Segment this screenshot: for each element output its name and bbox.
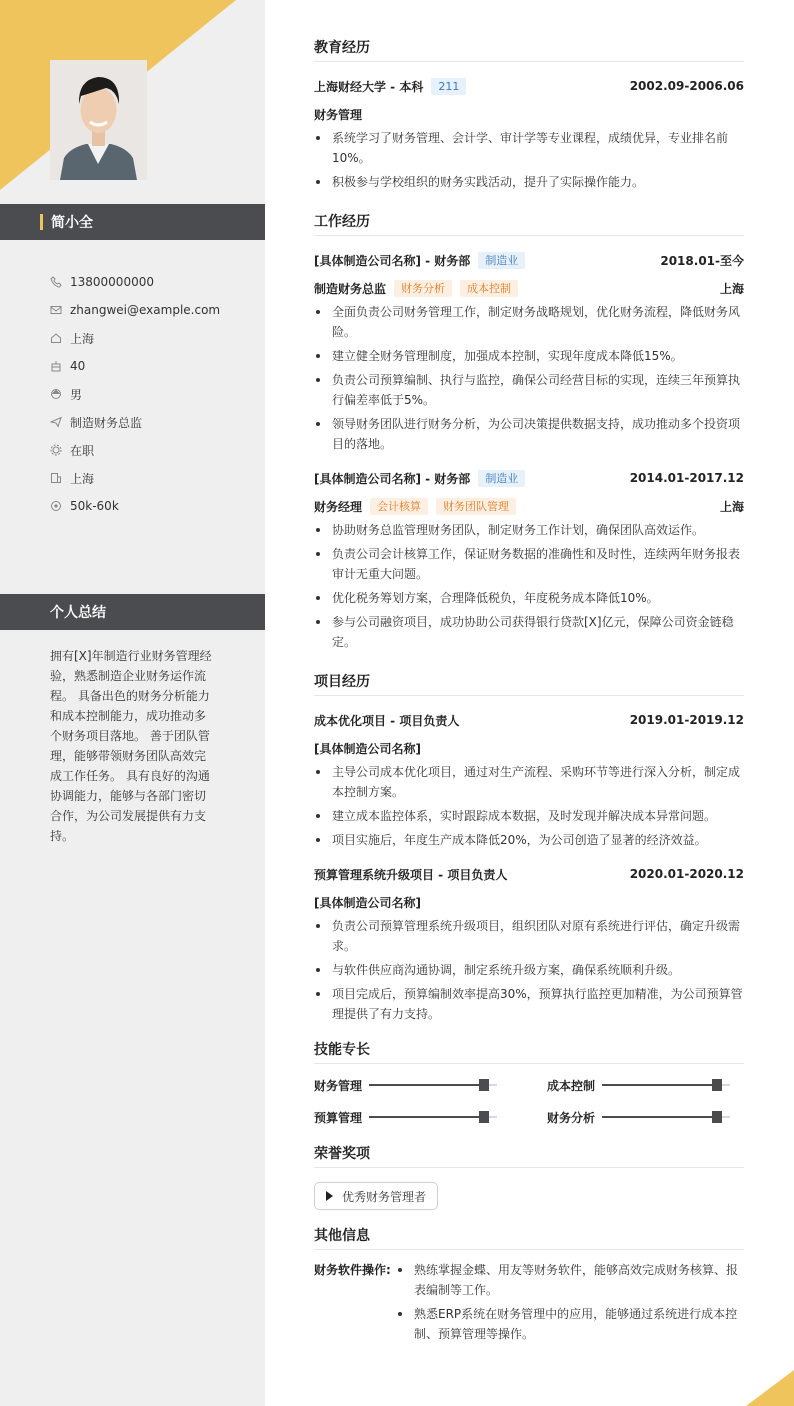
summary-title: 个人总结 — [0, 594, 265, 630]
job-entry — [314, 246, 744, 454]
gender-value: 男 — [70, 387, 83, 402]
project-date: 2020.01-2020.12 — [629, 867, 744, 881]
education-title: 教育经历 — [314, 36, 744, 62]
job-city: 上海 — [719, 499, 744, 514]
play-triangle-icon — [326, 1191, 333, 1201]
info-city — [50, 464, 250, 492]
skill-level-bar — [369, 1116, 497, 1118]
skill-level-bar — [602, 1116, 730, 1118]
job-position-row — [314, 274, 744, 302]
skill-level-knob — [712, 1079, 722, 1091]
skills-section — [314, 1038, 744, 1128]
list-item: 项目实施后，年度生产成本降低20%，为公司创造了显著的经济效益。 — [314, 830, 744, 850]
skill-level-knob — [712, 1111, 722, 1123]
skill-level-fill — [369, 1116, 484, 1118]
list-item: 全面负责公司财务管理工作，制定财务战略规划，优化财务流程，降低财务风险。 — [314, 302, 744, 342]
job-company: [具体制造公司名称] - 财务部 — [314, 471, 471, 486]
home-icon — [50, 332, 62, 344]
home-value: 上海 — [70, 331, 95, 346]
contact-info-list — [50, 268, 250, 520]
phone-value: 13800000000 — [70, 275, 154, 289]
gender-icon — [50, 388, 62, 400]
other-label: 财务软件操作: — [314, 1263, 391, 1277]
info-status — [50, 436, 250, 464]
city-value: 上海 — [70, 471, 95, 486]
mail-icon — [50, 304, 62, 316]
info-phone — [50, 268, 250, 296]
info-position — [50, 408, 250, 436]
list-item: 积极参与学校组织的财务实践活动，提升了实际操作能力。 — [314, 172, 744, 192]
project-company: [具体制造公司名称] — [314, 741, 421, 756]
education-section — [314, 36, 744, 192]
project-header-row — [314, 706, 744, 734]
industry-tag: 制造业 — [478, 252, 525, 269]
project-header-row — [314, 860, 744, 888]
position-value: 制造财务总监 — [70, 415, 143, 430]
other-section — [314, 1224, 744, 1348]
info-gender — [50, 380, 250, 408]
list-item: 熟悉ERP系统在财务管理中的应用，能够通过系统进行成本控制、预算管理等操作。 — [396, 1304, 744, 1344]
skill-tag: 会计核算 — [370, 498, 428, 515]
job-position-row — [314, 492, 744, 520]
skill-level-knob — [479, 1079, 489, 1091]
project-name: 预算管理系统升级项目 - 项目负责人 — [314, 867, 508, 882]
major: 财务管理 — [314, 107, 363, 122]
skill-name: 预算管理 — [314, 1110, 363, 1125]
list-item: 优化税务筹划方案，合理降低税负，年度税务成本降低10%。 — [314, 588, 744, 608]
sidebar — [0, 0, 265, 1406]
skill-name: 财务管理 — [314, 1078, 363, 1093]
skill-level-bar — [602, 1084, 730, 1086]
list-item: 熟练掌握金蝶、用友等财务软件，能够高效完成财务核算、报表编制等工作。 — [396, 1260, 744, 1300]
project-date: 2019.01-2019.12 — [629, 713, 744, 727]
industry-tag: 制造业 — [478, 470, 525, 487]
email-value: zhangwei@example.com — [70, 303, 221, 317]
info-home — [50, 324, 250, 352]
skill-item — [547, 1074, 744, 1096]
skill-tag: 财务团队管理 — [436, 498, 516, 515]
school-name: 上海财经大学 - 本科 — [314, 79, 424, 94]
list-item: 参与公司融资项目，成功协助公司获得银行贷款[X]亿元，保障公司资金链稳定。 — [314, 612, 744, 652]
main-content — [314, 36, 744, 1362]
job-company: [具体制造公司名称] - 财务部 — [314, 253, 471, 268]
skills-title: 技能专长 — [314, 1038, 744, 1064]
info-salary — [50, 492, 250, 520]
status-value: 在职 — [70, 443, 95, 458]
list-item: 主导公司成本优化项目，通过对生产流程、采购环节等进行深入分析，制定成本控制方案。 — [314, 762, 744, 802]
send-icon — [50, 416, 62, 428]
phone-icon — [50, 276, 62, 288]
project-entry — [314, 860, 744, 1024]
skill-level-fill — [369, 1084, 484, 1086]
list-item: 建立成本监控体系，实时跟踪成本数据，及时发现并解决成本异常问题。 — [314, 806, 744, 826]
skill-level-fill — [602, 1084, 717, 1086]
awards-title: 荣誉奖项 — [314, 1142, 744, 1168]
education-date: 2002.09-2006.06 — [629, 79, 744, 93]
list-item: 与软件供应商沟通协调，制定系统升级方案，确保系统顺利升级。 — [314, 960, 744, 980]
job-position: 制造财务总监 — [314, 281, 387, 296]
list-item: 负责公司会计核算工作，保证财务数据的准确性和及时性，连续两年财务报表审计无重大问题。 — [314, 544, 744, 584]
education-bullets — [314, 128, 744, 192]
list-item: 领导财务团队进行财务分析，为公司决策提供数据支持，成功推动多个投资项目的落地。 — [314, 414, 744, 454]
job-date: 2018.01-至今 — [660, 253, 744, 268]
info-age — [50, 352, 250, 380]
name-bar — [0, 204, 265, 240]
age-value: 40 — [70, 359, 86, 373]
project-company-row — [314, 734, 744, 762]
name-accent — [40, 214, 43, 230]
avatar — [50, 60, 147, 180]
skill-item — [314, 1074, 511, 1096]
job-header-row — [314, 464, 744, 492]
status-icon — [50, 444, 62, 456]
project-entry — [314, 706, 744, 850]
building-icon — [50, 472, 62, 484]
skill-level-bar — [369, 1084, 497, 1086]
work-title: 工作经历 — [314, 210, 744, 236]
other-bullets — [396, 1260, 744, 1348]
projects-section — [314, 670, 744, 1024]
job-entry — [314, 464, 744, 652]
salary-icon — [50, 500, 62, 512]
skills-grid — [314, 1074, 744, 1128]
skill-item — [547, 1106, 744, 1128]
list-item: 协助财务总监管理财务团队，制定财务工作计划，确保团队高效运作。 — [314, 520, 744, 540]
corner-decoration-bottom — [746, 1370, 794, 1406]
school-tag: 211 — [431, 78, 466, 95]
skill-name: 成本控制 — [547, 1078, 596, 1093]
project-company: [具体制造公司名称] — [314, 895, 421, 910]
list-item: 负责公司预算编制、执行与监控，确保公司经营目标的实现，连续三年预算执行偏差率低于5%。 — [314, 370, 744, 410]
skill-tag: 财务分析 — [394, 280, 452, 297]
job-bullets — [314, 302, 744, 454]
list-item: 负责公司预算管理系统升级项目，组织团队对原有系统进行评估，确定升级需求。 — [314, 916, 744, 956]
list-item: 建立健全财务管理制度，加强成本控制，实现年度成本降低15%。 — [314, 346, 744, 366]
list-item: 项目完成后，预算编制效率提高30%，预算执行监控更加精准，为公司预算管理提供了有力支持。 — [314, 984, 744, 1024]
project-name: 成本优化项目 - 项目负责人 — [314, 713, 460, 728]
major-row — [314, 100, 744, 128]
awards-section — [314, 1142, 744, 1210]
project-bullets — [314, 762, 744, 850]
award-label: 优秀财务管理者 — [342, 1189, 427, 1204]
other-title: 其他信息 — [314, 1224, 744, 1250]
job-header-row — [314, 246, 744, 274]
candidate-name: 简小全 — [51, 215, 93, 231]
summary-text: 拥有[X]年制造行业财务管理经验，熟悉制造企业财务运作流程。 具备出色的财务分析能力和成本控制能力，成功推动多个财务项目落地。 善于团队管理，能够带领财务团队高效完成工作任务。 具有良好的沟通协调能力，能够与各部门密切合作，为公司发展提供有力支持。 — [50, 649, 212, 843]
skill-level-fill — [602, 1116, 717, 1118]
job-date: 2014.01-2017.12 — [629, 471, 744, 485]
skill-name: 财务分析 — [547, 1110, 596, 1125]
project-bullets — [314, 916, 744, 1024]
projects-title: 项目经历 — [314, 670, 744, 696]
education-header-row — [314, 72, 744, 100]
avatar-portrait — [50, 60, 147, 180]
skill-tag: 成本控制 — [460, 280, 518, 297]
award-toggle-button[interactable] — [314, 1182, 438, 1210]
project-company-row — [314, 888, 744, 916]
skill-item — [314, 1106, 511, 1128]
salary-value: 50k-60k — [70, 499, 119, 513]
skill-level-knob — [479, 1111, 489, 1123]
age-icon — [50, 360, 62, 372]
work-section — [314, 210, 744, 652]
job-position: 财务经理 — [314, 499, 363, 514]
other-row — [314, 1260, 744, 1348]
job-bullets — [314, 520, 744, 652]
info-email — [50, 296, 250, 324]
job-city: 上海 — [719, 281, 744, 296]
list-item: 系统学习了财务管理、会计学、审计学等专业课程，成绩优异，专业排名前10%。 — [314, 128, 744, 168]
